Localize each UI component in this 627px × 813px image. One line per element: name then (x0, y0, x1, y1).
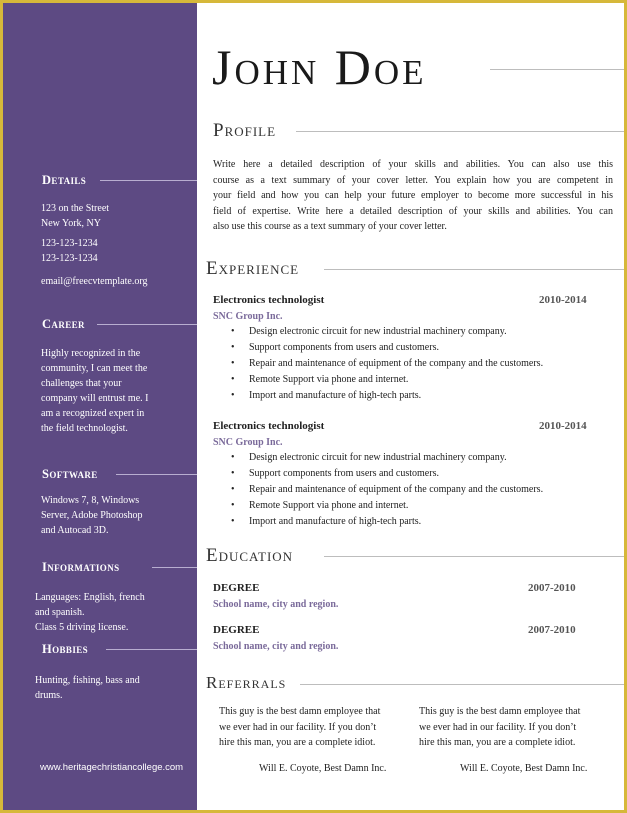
informations-line: and spanish. (35, 607, 85, 618)
duty-item: • Support components from users and customers. (231, 466, 543, 482)
profile-heading: Profile (213, 120, 277, 141)
education-heading: Education (206, 545, 294, 566)
referral-signature: Will E. Coyote, Best Damn Inc. (460, 763, 588, 774)
referral-line: hire this man, you are a complete idiot. (219, 737, 376, 748)
name-rule (490, 69, 624, 70)
hobbies-line: Hunting, fishing, bass and (35, 675, 140, 686)
informations-line: Class 5 driving license. (35, 622, 129, 633)
address (41, 201, 109, 231)
profile-line: also use this course as a text summary of your cover letter. (213, 221, 447, 232)
address-line: New York, NY (41, 218, 102, 229)
career-line: am a recognized expert in (41, 408, 145, 419)
experience-heading: Experience (206, 258, 300, 279)
duty-item: • Remote Support via phone and internet. (231, 372, 543, 388)
referral-line: we ever had in our facility. If you don’t (219, 721, 377, 733)
informations-heading: Informations (42, 560, 120, 574)
software-rule (116, 474, 197, 475)
candidate-name: John Doe (212, 39, 427, 95)
duty-item: • Support components from users and customers. (231, 340, 543, 356)
profile-line: course as a text summary of your cover letter. You explain how you are competent in (213, 174, 613, 186)
career-line: the field technologist. (41, 423, 128, 434)
hobbies-text (35, 673, 140, 703)
duty-item: • Remote Support via phone and internet. (231, 498, 543, 514)
education-rule (324, 556, 624, 557)
job-date: 2010-2014 (539, 420, 587, 432)
career-line: challenges that your (41, 378, 122, 389)
software-line: and Autocad 3D. (41, 525, 109, 536)
referral-line: This guy is the best damn employee that (419, 706, 581, 717)
profile-line: Write here a detailed description of your skills and abilities. You can also use this (213, 159, 613, 170)
address-line: 123 on the Street (41, 203, 110, 214)
software-heading: Software (42, 467, 98, 481)
career-rule (97, 324, 197, 325)
software-line: Windows 7, 8, Windows (41, 495, 140, 506)
hobbies-line: drums. (35, 690, 63, 701)
experience-rule (324, 269, 624, 270)
watermark: www.heritagechristiancollege.com (40, 762, 184, 773)
hobbies-heading: Hobbies (42, 642, 89, 656)
phone: 123-123-1234 (41, 253, 98, 264)
degree-date: 2007-2010 (528, 624, 576, 636)
profile-text (213, 157, 613, 235)
informations-text (35, 590, 145, 635)
duty-item: • Design electronic circuit for new industrial machinery company. (231, 450, 543, 466)
company-name: SNC Group Inc. (213, 311, 283, 322)
duty-item: • Design electronic circuit for new industrial machinery company. (231, 324, 543, 340)
company-name: SNC Group Inc. (213, 437, 283, 448)
degree-name: DEGREE (213, 624, 260, 636)
degree-name: DEGREE (213, 582, 260, 594)
job-title: Electronics technologist (213, 420, 325, 432)
software-text (41, 493, 143, 538)
email[interactable]: email@freecvtemplate.org (41, 276, 148, 287)
profile-line: your field and how you can help your future employer to become more successful in his (213, 190, 613, 201)
career-line: Highly recognized in the (41, 348, 141, 359)
job-title: Electronics technologist (213, 294, 325, 306)
phones (41, 236, 98, 266)
profile-rule (296, 131, 624, 132)
informations-line: Languages: English, french (35, 592, 145, 603)
referrals-rule (300, 684, 624, 685)
referral-signature: Will E. Coyote, Best Damn Inc. (259, 763, 387, 774)
software-line: Server, Adobe Photoshop (41, 510, 143, 521)
referral-line: hire this man, you are a complete idiot. (419, 737, 576, 748)
job-duties (231, 450, 543, 530)
job-duties (231, 324, 543, 404)
duty-item: • Repair and maintenance of equipment of the company and the customers. (231, 482, 543, 498)
career-heading: Career (42, 317, 85, 331)
duty-item: • Import and manufacture of high-tech parts. (231, 514, 543, 530)
duty-item: • Repair and maintenance of equipment of the company and the customers. (231, 356, 543, 372)
hobbies-rule (106, 649, 197, 650)
profile-line: field of expertise. Write here a detailed description of your skills and abilities. You can (213, 205, 613, 217)
referral-line: This guy is the best damn employee that (219, 706, 381, 717)
school-name: School name, city and region. (213, 599, 339, 610)
career-line: company will entrust me. I (41, 393, 149, 404)
school-name: School name, city and region. (213, 641, 339, 652)
career-text (41, 346, 148, 436)
degree-date: 2007-2010 (528, 582, 576, 594)
referral-quote (219, 704, 405, 751)
duty-item: • Import and manufacture of high-tech parts. (231, 388, 543, 404)
career-line: community, I can meet the (41, 363, 148, 374)
referral-line: we ever had in our facility. If you don’t (419, 721, 577, 733)
details-heading: Details (42, 173, 87, 187)
phone: 123-123-1234 (41, 238, 98, 249)
referral-quote (419, 704, 605, 751)
job-date: 2010-2014 (539, 294, 587, 306)
details-rule (100, 180, 197, 181)
informations-rule (152, 567, 197, 568)
referrals-heading: Referrals (206, 673, 287, 692)
